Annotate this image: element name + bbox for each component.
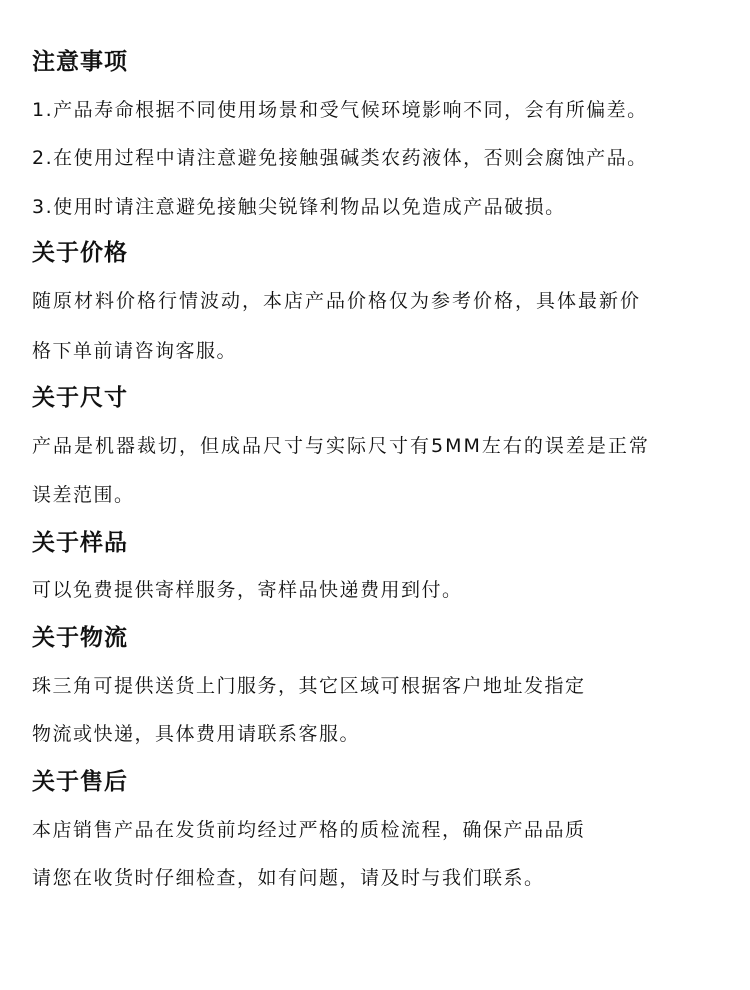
section-heading-precautions: 注意事项 <box>32 49 128 75</box>
logistics-line-2: 物流或快递，具体费用请联系客服。 <box>32 723 361 745</box>
price-line-2: 格下单前请咨询客服。 <box>32 340 238 362</box>
precautions-line-3: 3.使用时请注意避免接触尖锐锋利物品以免造成产品破损。 <box>32 196 566 218</box>
after-sales-line-2: 请您在收货时仔细检查，如有问题，请及时与我们联系。 <box>32 867 545 889</box>
section-heading-size: 关于尺寸 <box>32 385 128 411</box>
section-heading-logistics: 关于物流 <box>32 625 128 651</box>
size-line-2: 误差范围。 <box>32 484 135 506</box>
size-line-1: 产品是机器裁切，但成品尺寸与实际尺寸有5MM左右的误差是正常 <box>32 435 650 457</box>
precautions-line-2: 2.在使用过程中请注意避免接触强碱类农药液体，否则会腐蚀产品。 <box>32 147 648 169</box>
precautions-line-1: 1.产品寿命根据不同使用场景和受气候环境影响不同，会有所偏差。 <box>32 99 648 121</box>
after-sales-line-1: 本店销售产品在发货前均经过严格的质检流程，确保产品品质 <box>32 819 586 841</box>
section-heading-price: 关于价格 <box>32 240 128 266</box>
section-heading-after-sales: 关于售后 <box>32 769 128 795</box>
price-line-1: 随原材料价格行情波动，本店产品价格仅为参考价格，具体最新价 <box>32 290 642 312</box>
logistics-line-1: 珠三角可提供送货上门服务，其它区域可根据客户地址发指定 <box>32 675 586 697</box>
section-heading-samples: 关于样品 <box>32 530 128 556</box>
samples-line-1: 可以免费提供寄样服务，寄样品快递费用到付。 <box>32 579 463 601</box>
